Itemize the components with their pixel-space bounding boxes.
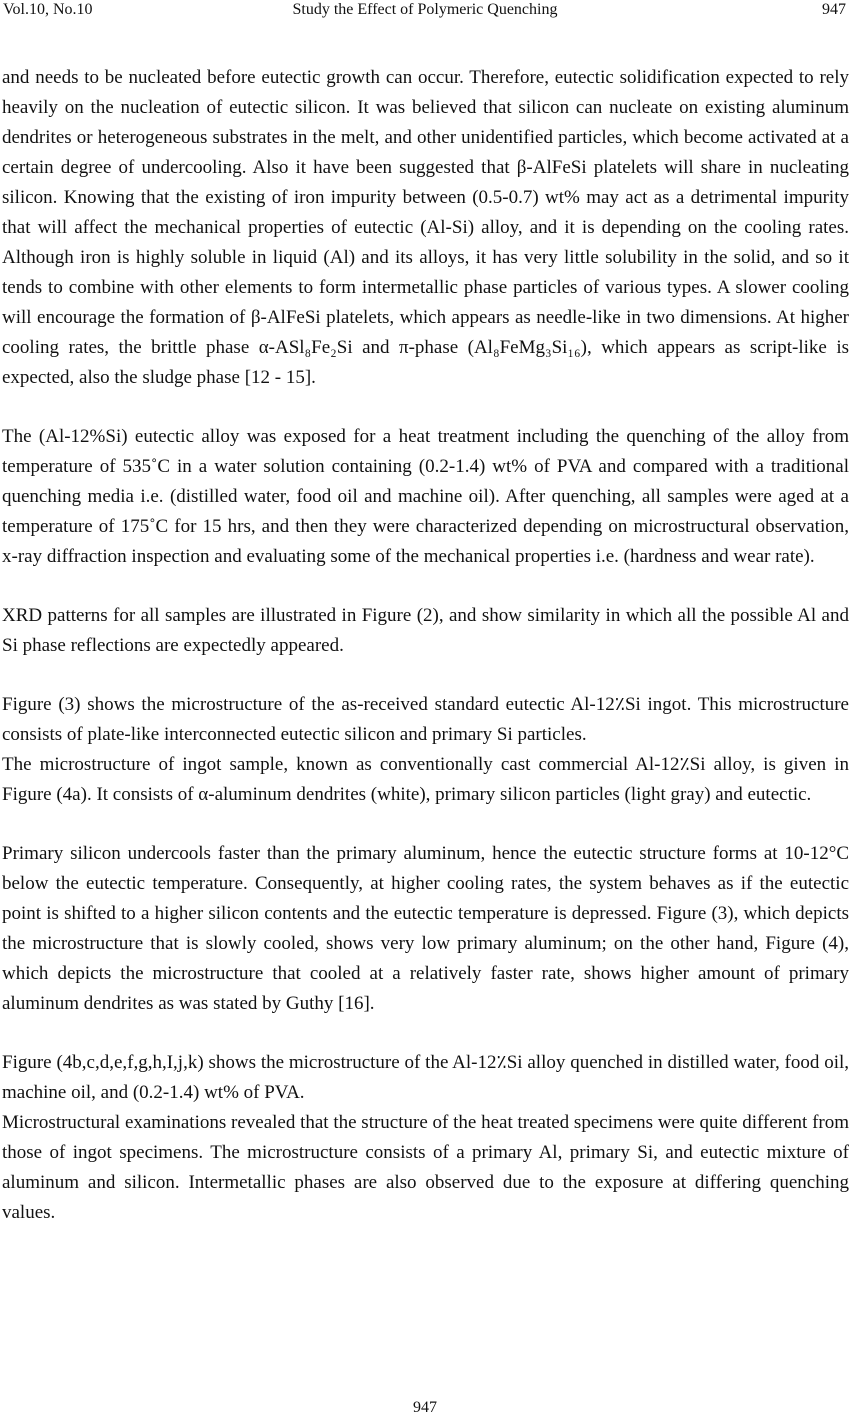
paragraph-figure-4b-k: Figure (4b,c,d,e,f,g,h,I,j,k) shows the microstructure of the Al-12٪Si alloy quenched in distilled water, food oil, machine oil, and (0.2-1.4) wt% of PVA.	[2, 1052, 849, 1103]
paragraph-nucleation: and needs to be nucleated before eutectic growth can occur. Therefore, eutectic solidification expected to rely heavily on the nucleation of eutectic silicon. It was believed that silicon can nucleate on existing aluminum dendrites or heterogeneous substrates in the melt, and other unidentified particles, which become activated at a certain degree of undercooling. Also it have been suggested that β-AlFeSi platelets will share in nucleating silicon. Knowing that the existing of iron impurity between (0.5-0.7) wt% may act as a detrimental impurity that will affect the mechanical properties of eutectic (Al-Si) alloy, and it is depending on the cooling rates. Although iron is highly soluble in liquid (Al) and its alloys, it has very little solubility in the solid, and so it tends to combine with other elements to form intermetallic phase particles of various types. A slower cooling will encourage the formation of β-AlFeSi platelets, which appears as needle-like in two dimensions. At higher cooling rates, the brittle phase α-ASl₈Fe₂Si and π-phase (Al₈FeMg₃Si₁₆), which appears as script-like is expected, also the sludge phase [12 - 15].	[2, 67, 849, 388]
paragraph-figure-4a: The microstructure of ingot sample, known as conventionally cast commercial Al-12٪Si alloy, is given in Figure (4a). It consists of α-aluminum dendrites (white), primary silicon particles (light gray) and eutectic.	[2, 754, 849, 805]
paragraph-figure-3: Figure (3) shows the microstructure of the as-received standard eutectic Al-12٪Si ingot. This microstructure consists of plate-like interconnected eutectic silicon and primary Si particles.	[2, 694, 849, 745]
header-volume: Vol.10, No.10	[3, 1, 93, 18]
paragraph-microstructural-exam: Microstructural examinations revealed that the structure of the heat treated specimens were quite different from those of ingot specimens. The microstructure consists of a primary Al, primary Si, and eutectic mixture of aluminum and silicon. Intermetallic phases are also observed due to the exposure at differing quenching values.	[2, 1112, 849, 1223]
header-page-number: 947	[822, 1, 846, 18]
paragraph-xrd: XRD patterns for all samples are illustrated in Figure (2), and show similarity in which all the possible Al and Si phase reflections are expectedly appeared.	[2, 605, 849, 656]
running-header	[0, 0, 850, 20]
paragraph-heat-treatment: The (Al-12%Si) eutectic alloy was exposed for a heat treatment including the quenching of the alloy from temperature of 535˚C in a water solution containing (0.2-1.4) wt% of PVA and compared with a traditional quenching media i.e. (distilled water, food oil and machine oil). After quenching, all samples were aged at a temperature of 175˚C for 15 hrs, and then they were characterized depending on microstructural observation, x-ray diffraction inspection and evaluating some of the mechanical properties i.e. (hardness and wear rate).	[2, 426, 849, 567]
page-footer-number: 947	[413, 1399, 437, 1416]
paragraph-undercooling: Primary silicon undercools faster than the primary aluminum, hence the eutectic structure forms at 10-12°C below the eutectic temperature. Consequently, at higher cooling rates, the system behaves as if the eutectic point is shifted to a higher silicon contents and the eutectic temperature is depressed. Figure (3), which depicts the microstructure that is slowly cooled, shows very low primary aluminum; on the other hand, Figure (4), which depicts the microstructure that cooled at a relatively faster rate, shows higher amount of primary aluminum dendrites as was stated by Guthy [16].	[2, 843, 849, 1014]
header-title: Study the Effect of Polymeric Quenching	[292, 1, 558, 18]
body-text	[2, 63, 849, 1228]
